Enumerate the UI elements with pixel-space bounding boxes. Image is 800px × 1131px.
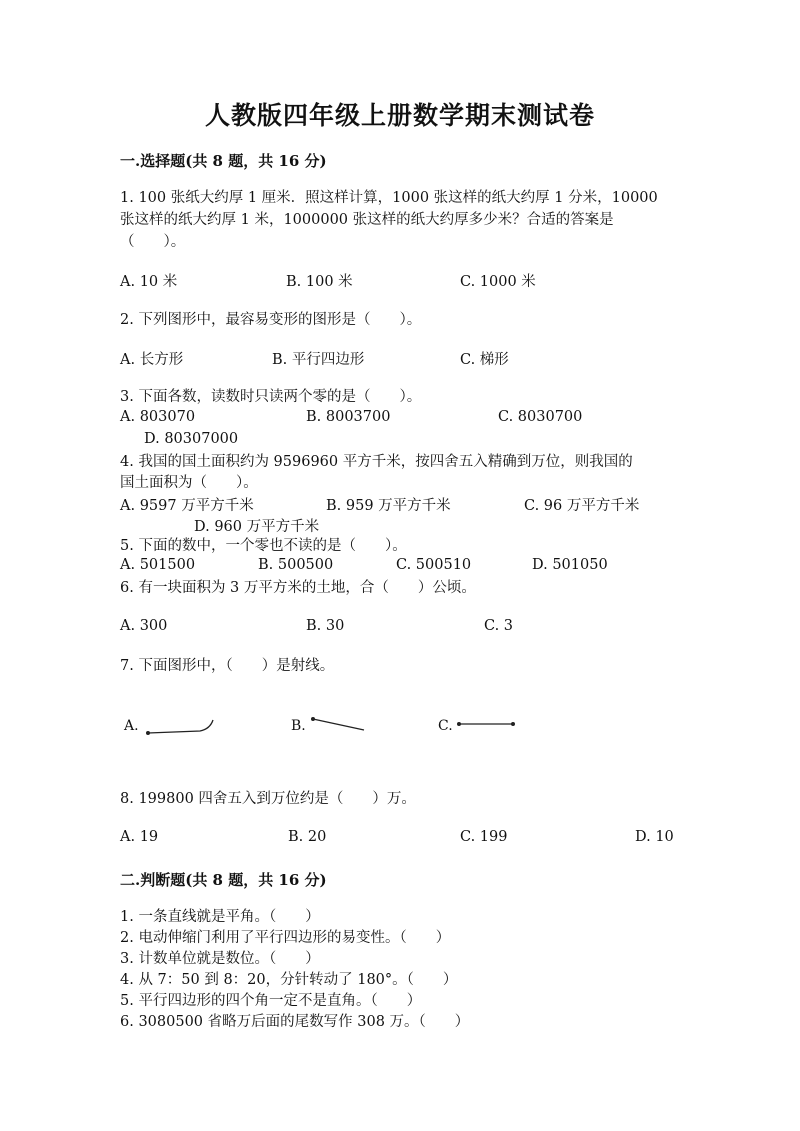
- question-1-line-2: 张这样的纸大约厚 1 米，1000000 张这样的纸大约厚多少米？合适的答案是: [120, 212, 614, 228]
- question-1-line-1: 1. 100 张纸大约厚 1 厘米．照这样计算，1000 张这样的纸大约厚 1 分米，10000: [120, 190, 658, 206]
- question-8-option-a: A. 19: [120, 829, 159, 845]
- question-2-option-b: B. 平行四边形: [272, 352, 365, 368]
- judge-item-1: 1. 一条直线就是平角。（ ）: [120, 909, 320, 925]
- question-4-line-2: 国土面积为（ ）。: [120, 475, 258, 491]
- question-7-figure-label-b: B.: [291, 718, 306, 734]
- section-heading-choice: 一.选择题(共 8 题，共 16 分): [120, 152, 327, 170]
- question-4-line-1: 4. 我国的国土面积约为 9596960 平方千米，按四舍五入精确到万位，则我国的: [120, 454, 633, 470]
- question-3-option-b: B. 8003700: [306, 409, 391, 425]
- question-4-option-c: C. 96 万平方千米: [524, 498, 640, 514]
- question-6-option-b: B. 30: [306, 618, 345, 634]
- question-5-option-b: B. 500500: [258, 557, 334, 573]
- question-3-option-c: C. 8030700: [498, 409, 583, 425]
- question-7-line-1: 7. 下面图形中，（ ）是射线。: [120, 658, 335, 674]
- question-5-option-d: D. 501050: [532, 557, 608, 573]
- question-5-option-c: C. 500510: [396, 557, 472, 573]
- figure-b-ray: [311, 717, 364, 730]
- question-4-option-a: A. 9597 万平方千米: [120, 498, 254, 514]
- judge-item-3: 3. 计数单位就是数位。（ ）: [120, 951, 320, 967]
- question-7-figure-label-c: C.: [438, 718, 453, 734]
- question-1-line-3: （ ）。: [120, 234, 186, 250]
- page-title: 人教版四年级上册数学期末测试卷: [204, 101, 595, 130]
- question-1-option-c: C. 1000 米: [460, 274, 536, 290]
- judge-item-6: 6. 3080500 省略万后面的尾数写作 308 万。（ ）: [120, 1014, 470, 1030]
- question-3-option-d: D. 80307000: [144, 431, 239, 447]
- question-2-line-1: 2. 下列图形中，最容易变形的图形是（ ）。: [120, 312, 422, 328]
- judge-item-2: 2. 电动伸缩门利用了平行四边形的易变性。（ ）: [120, 930, 451, 946]
- question-8-line-1: 8. 199800 四舍五入到万位约是（ ）万。: [120, 791, 416, 807]
- question-3-option-a: A. 803070: [120, 409, 196, 425]
- question-4-option-b: B. 959 万平方千米: [326, 498, 451, 514]
- question-7-figure-label-a: A.: [124, 718, 139, 734]
- question-6-option-c: C. 3: [484, 618, 514, 634]
- question-1-option-a: A. 10 米: [120, 274, 178, 290]
- question-5-option-a: A. 501500: [120, 557, 196, 573]
- judge-item-5: 5. 平行四边形的四个角一定不是直角。（ ）: [120, 993, 422, 1009]
- section-heading-judge: 二.判断题(共 8 题，共 16 分): [120, 871, 327, 889]
- question-6-line-1: 6. 有一块面积为 3 万平方米的土地，合（ ）公顷。: [120, 580, 476, 596]
- judge-item-4: 4. 从 7：50 到 8：20，分针转动了 180°。（ ）: [120, 972, 458, 988]
- question-6-option-a: A. 300: [120, 618, 168, 634]
- question-8-option-d: D. 10: [635, 829, 674, 845]
- question-2-option-c: C. 梯形: [460, 352, 509, 368]
- question-5-line-1: 5. 下面的数中，一个零也不读的是（ ）。: [120, 538, 407, 554]
- question-2-option-a: A. 长方形: [120, 352, 184, 368]
- question-8-option-c: C. 199: [460, 829, 508, 845]
- question-8-option-b: B. 20: [288, 829, 327, 845]
- figure-c-segment: [457, 722, 515, 726]
- figure-a-curve: [146, 720, 213, 735]
- question-3-line-1: 3. 下面各数，读数时只读两个零的是（ ）。: [120, 389, 422, 405]
- question-4-option-d: D. 960 万平方千米: [194, 519, 320, 535]
- question-1-option-b: B. 100 米: [286, 274, 353, 290]
